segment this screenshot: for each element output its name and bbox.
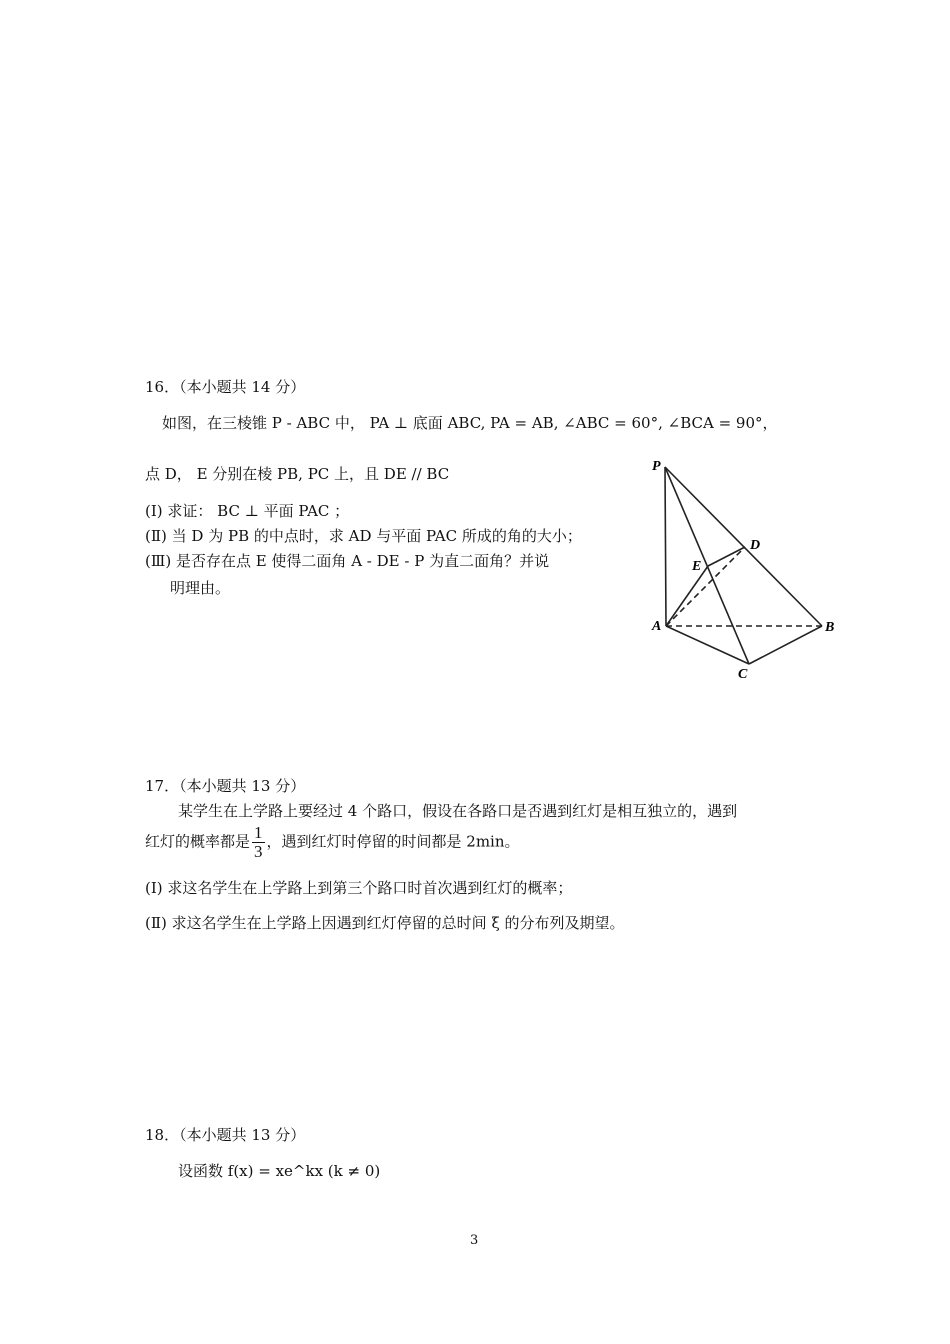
q17-part1: (Ⅰ) 求这名学生在上学路上到第三个路口时首次遇到红灯的概率； — [145, 879, 573, 897]
label-p: P — [652, 459, 661, 474]
q17-header: 17．（本小题共 13 分） — [145, 777, 306, 795]
q16-stem-line1: 如图，在三棱锥 P - ABC 中， PA ⊥ 底面 ABC, PA = AB, ∠ABC = 60°, ∠BCA = 90°， — [162, 414, 778, 432]
q16-part3-cont: 明理由。 — [170, 579, 231, 597]
fraction-one-third — [252, 824, 265, 861]
pyramid-figure — [640, 450, 840, 690]
label-e: E — [692, 559, 702, 574]
label-b: B — [825, 620, 835, 635]
q17-stem-line1: 某学生在上学路上要经过 4 个路口，假设在各路口是否遇到红灯是相互独立的，遇到 — [178, 802, 738, 820]
q17-text-a: 红灯的概率都是 — [145, 832, 251, 851]
q17-stem-line2 — [145, 824, 520, 861]
q17-text-b: ，遇到红灯时停留的时间都是 2min。 — [266, 832, 520, 851]
page-number: 3 — [470, 1233, 479, 1248]
q18-stem: 设函数 f(x) = xe^kx (k ≠ 0) — [178, 1162, 381, 1180]
q16-header: 16．（本小题共 14 分） — [145, 378, 306, 396]
label-c: C — [738, 667, 748, 682]
q16-stem-line2: 点 D， E 分别在棱 PB, PC 上，且 DE // BC — [145, 465, 450, 483]
q18-header: 18．（本小题共 13 分） — [145, 1126, 306, 1144]
label-a: A — [652, 619, 662, 634]
frac-denominator: 3 — [254, 842, 263, 861]
q16-part2: (Ⅱ) 当 D 为 PB 的中点时，求 AD 与平面 PAC 所成的角的大小； — [145, 527, 582, 545]
label-d: D — [750, 538, 761, 553]
q16-part3: (Ⅲ) 是否存在点 E 使得二面角 A - DE - P 为直二面角？并说 — [145, 552, 550, 570]
frac-numerator: 1 — [254, 823, 263, 842]
q17-part2: (Ⅱ) 求这名学生在上学路上因遇到红灯停留的总时间 ξ 的分布列及期望。 — [145, 914, 625, 932]
q16-part1: (I) 求证： BC ⊥ 平面 PAC ； — [145, 502, 350, 520]
